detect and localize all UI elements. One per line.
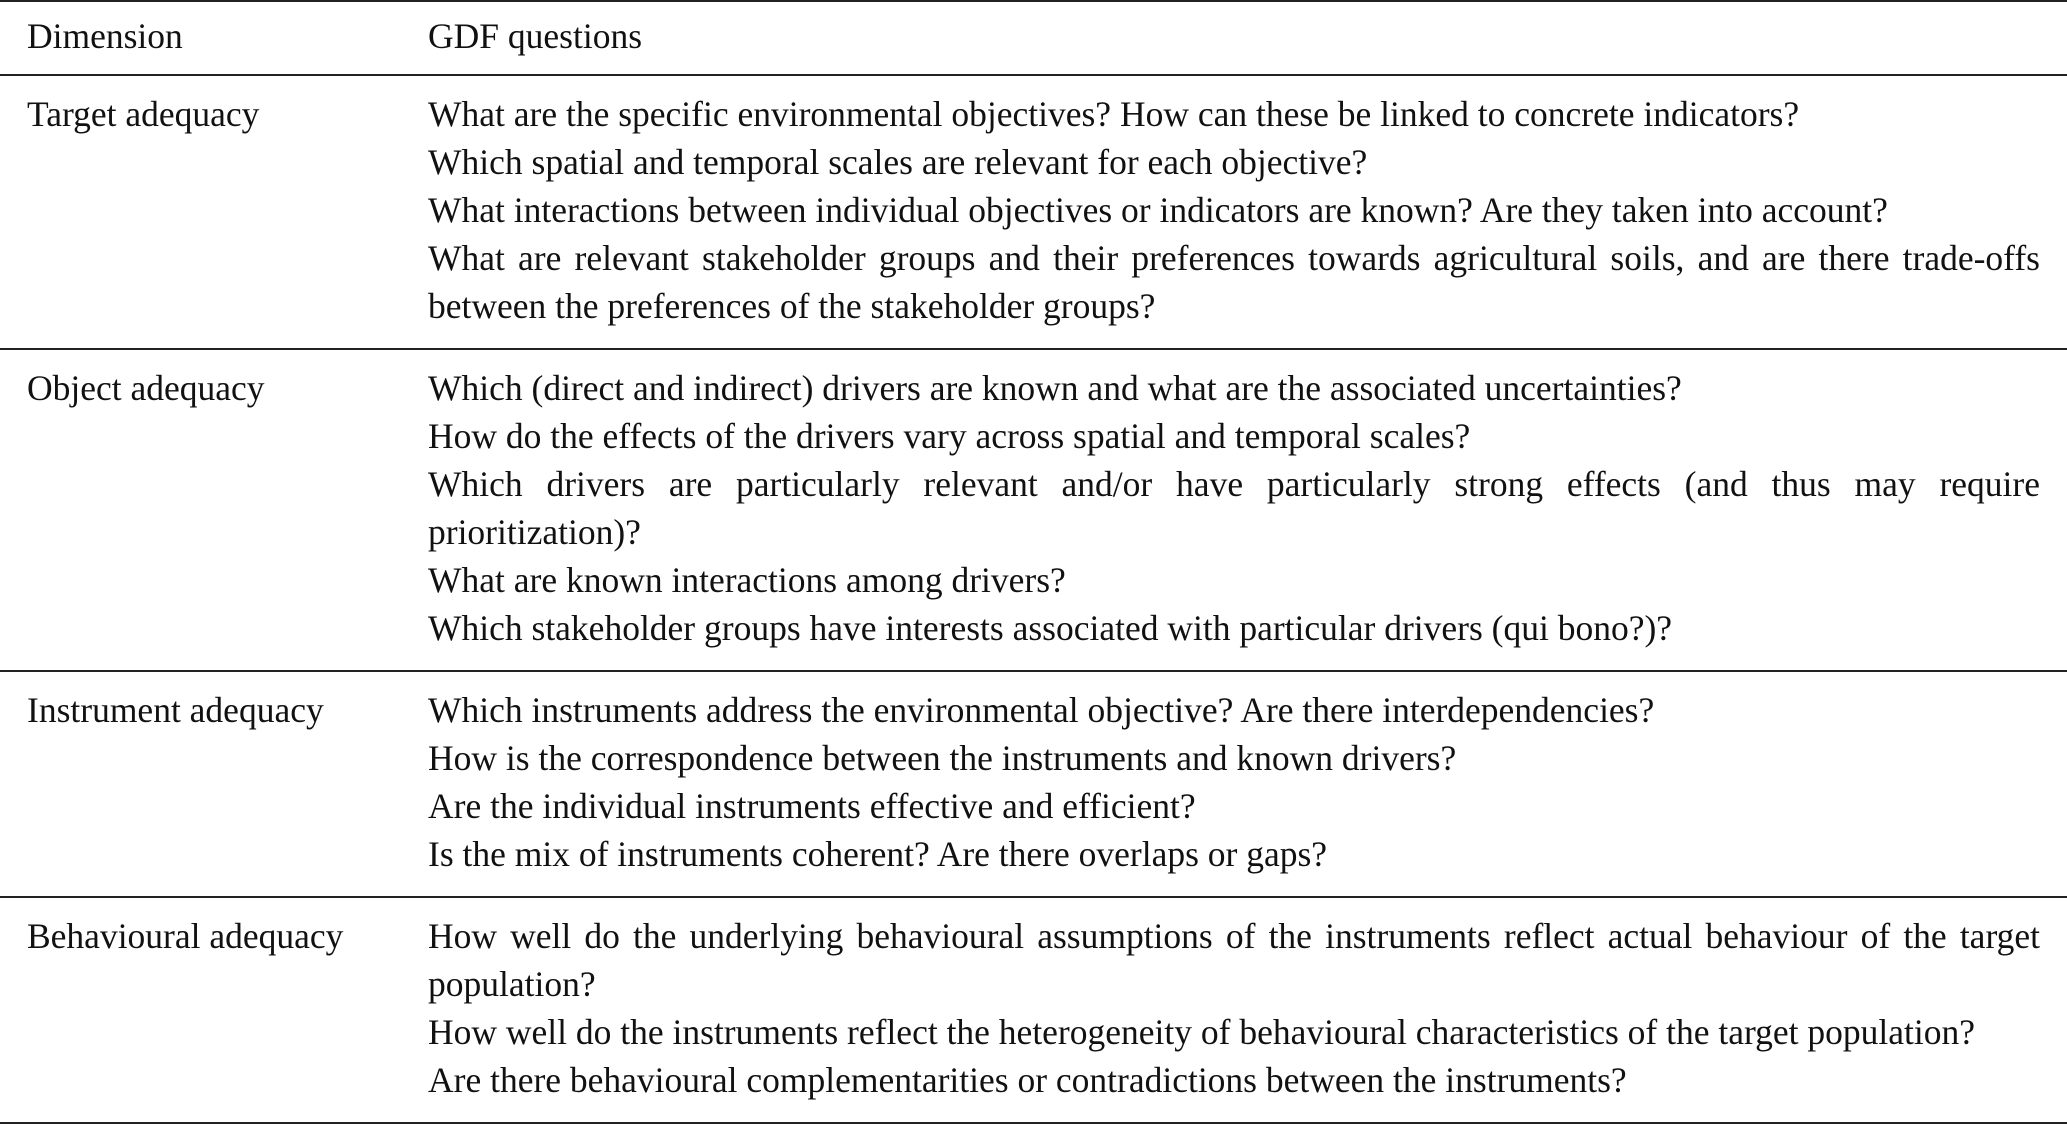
question-text: Are the individual instruments effective and efficient? xyxy=(428,786,1196,826)
question-text: Are there behavioural complementarities or contradictions between the instruments? xyxy=(428,1060,1627,1100)
table-row-behavioural-adequacy xyxy=(0,897,2067,1123)
questions-cell xyxy=(428,349,2067,671)
dimension-cell: Instrument adequacy xyxy=(27,690,324,730)
header-dimension: Dimension xyxy=(27,16,183,56)
question-text: Is the mix of instruments coherent? Are there overlaps or gaps? xyxy=(428,834,1328,874)
question-text: How well do the underlying behavioural assumptions of the instruments reflect actual behaviour of the target population? xyxy=(428,916,2040,1004)
question-text: What are the specific environmental objectives? How can these be linked to concrete indicators? xyxy=(428,94,1800,134)
question-text: How is the correspondence between the instruments and known drivers? xyxy=(428,738,1457,778)
question-text: Which stakeholder groups have interests associated with particular drivers (qui bono?)? xyxy=(428,608,1673,648)
question-text: How well do the instruments reflect the heterogeneity of behavioural characteristics of the target population? xyxy=(428,1012,1975,1052)
table-body xyxy=(0,75,2067,1123)
question-text: What are relevant stakeholder groups and their preferences towards agricultural soils, and are there trade-offs between the preferences of the stakeholder groups? xyxy=(428,238,2040,326)
question-text: What interactions between individual objectives or indicators are known? Are they taken into account? xyxy=(428,190,1888,230)
dimension-cell: Behavioural adequacy xyxy=(27,916,344,956)
table-header xyxy=(0,1,2067,75)
question-text: Which spatial and temporal scales are relevant for each objective? xyxy=(428,142,1368,182)
question-text: What are known interactions among drivers? xyxy=(428,560,1066,600)
questions-cell xyxy=(428,897,2067,1123)
question-text: Which (direct and indirect) drivers are known and what are the associated uncertainties? xyxy=(428,368,1682,408)
question-text: Which drivers are particularly relevant and/or have particularly strong effects (and thus may require prioritization)? xyxy=(428,464,2040,552)
question-text: How do the effects of the drivers vary across spatial and temporal scales? xyxy=(428,416,1471,456)
dimension-cell: Object adequacy xyxy=(27,368,265,408)
table-row-target-adequacy xyxy=(0,75,2067,349)
header-gdf-questions: GDF questions xyxy=(428,16,643,56)
table-row-object-adequacy xyxy=(0,349,2067,671)
header-row xyxy=(0,1,2067,75)
table-row-instrument-adequacy xyxy=(0,671,2067,897)
dimension-cell: Target adequacy xyxy=(27,94,260,134)
question-text: Which instruments address the environmental objective? Are there interdependencies? xyxy=(428,690,1655,730)
questions-cell xyxy=(428,75,2067,349)
questions-cell xyxy=(428,671,2067,897)
